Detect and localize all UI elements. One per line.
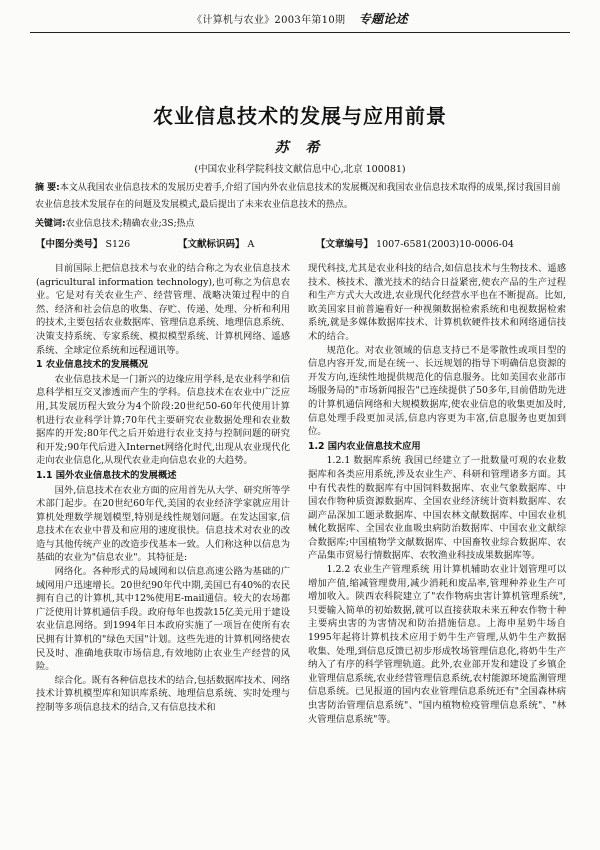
clc-label: 【中图分类号】 bbox=[36, 239, 103, 250]
abstract-label: 摘 要: bbox=[35, 183, 60, 193]
paragraph: 农业信息技术是一门新兴的边缘应用学科,是农业科学和信息科学相互交叉渗透而产生的学科。信息技术在农业中广泛应用,其发展历程大致分为4个阶段:20世纪50-60年代使用计算机进行农业科学计算;70年代主要研究农业数据处理和农业数据库的开发;80年代之后开始进行农业支持与控制问题的研究和开发;90年代后进入Internet网络化时代,出现从农业现代化走向农业信息化,从现代农业走向信息农业的大趋势。 bbox=[36, 373, 290, 467]
subsection-heading: 1.1 国外农业信息技术的发展概述 bbox=[36, 469, 177, 481]
paragraph: 现代科技,尤其是农业科技的结合,如信息技术与生物技术、遥感技术、核技术、激光技术的结合日益紧密,使农产品的生产过程和生产方式大大改进,农业现代化经营水平也在不断提高。比如,欧美国家目前普遍看好一种视频数据检索系统和电视数据检索系统,就是多媒体数据库技术、计算机软硬件技术和网络通信技术的结合。 bbox=[308, 263, 566, 342]
paragraph: 目前国际上把信息技术与农业的结合称之为农业信息技术(agricultural information technology),也可称之为信息农业。它是对有关农业生产、经营管理、战略决策过程中的自然、经济和社会信息的收集、存贮、传递、处理、分析和利用的技术,主要包括农业数据库、管理信息系统、地理信息系统、决策支持系统、专家系统、模拟模型系统、计算机网络、遥感系统、全球定位系统和远程通讯等。 bbox=[36, 263, 290, 356]
paragraph: 1.2.2 农业生产管理系统 用计算机辅助农业计划管理可以增加产值,缩减管理费用,减少消耗和废品率,管理种养业生产可增加收入。陕西农科院建立了"农作物病虫害计算机管理系统",只要输入简单的初始数据,就可以直接获取未来五种农作物十种主要病虫害的为害情况和防治措施信息。上海申星奶牛场自1995年起将计算机技术应用于奶牛生产管理,从奶牛生产数据收集、处理,到信息反馈已初步形成牧场管理信息化,将奶牛生产纳入了有序的科学管理轨道。此外,农业部开发和建设了乡镇企业管理信息系统,农业经营管理信息系统,农村能源环境监测管理信息系统。已见报道的国内农业管理信息系统还有"全国森林病虫害防治管理信息系统"、"国内植物检疫管理信息系统"、"林火管理信息系统"等。 bbox=[308, 564, 566, 725]
paragraph: 综合化。既有各种信息技术的结合,包括数据库技术、网络技术计算机模型库和知识库系统、地理信息系统、实时处理与控制等多项信息技术的结合,又有信息技术和 bbox=[36, 674, 290, 713]
article-number-label: 【文章编号】 bbox=[316, 239, 374, 250]
abstract-text: 本文从我国农业信息技术的发展历史着手,介绍了国内外农业信息技术的发展概况和我国农业信息技术取得的成果,探讨我国目前农业信息技术发展存在的问题及发展模式,最后提出了未来农业信息技术的热点。 bbox=[35, 183, 561, 210]
subsection-heading: 1.2 国内农业信息技术应用 bbox=[308, 440, 421, 452]
document-code-value: A bbox=[247, 239, 255, 250]
keywords-label: 关键词: bbox=[35, 219, 66, 229]
journal-issue: 《计算机与农业》2003年第10期 bbox=[192, 15, 346, 26]
keywords bbox=[35, 216, 565, 229]
paragraph: 网络化。各种形式的局域网和以信息高速公路为基础的广域网用户迅速增长。20世纪90年代中期,美国已有40%的农民拥有自己的计算机,其中12%使用E-mail通信。较大的农场都广泛使用计算机通信手段。政府每年也拨款15亿美元用于建设农业信息网络。到1994年日本政府实施了一项旨在使所有农民拥有计算机的"绿色天国"计划。这些先进的计算机网络使农民及时、准确地获取市场信息,有效地防止农业生产经营的风险。 bbox=[36, 566, 290, 673]
paragraph: 国外,信息技术在农业方面的应用首先从大学、研究所等学术部门起步。在20世纪60年代,美国的农业经济学家就应用计算机处理数学规划模型,特别是线性规划问题。在发达国家,信息技术在农业中普及和应用的速度很快。信息技术对农业的改造与其他传统产业的改造步伐基本一致。人们称这种以信息为基础的农业为"信息农业"。其特征是: bbox=[36, 484, 290, 564]
header-rule bbox=[30, 32, 570, 33]
document-code-label: 【文献标识码】 bbox=[178, 239, 245, 250]
author-name: 苏 希 bbox=[274, 140, 326, 156]
right-column bbox=[308, 262, 566, 726]
article-number bbox=[316, 236, 514, 250]
abstract bbox=[35, 180, 565, 214]
paragraph: 规范化。对农业领域的信息支持已不是零散性或项目型的信息内容开发,而是在统一、长远规划的指导下明确信息资源的开发方向,连续性地提供规范化的信息服务。比如美国农业部市场服务局的"市场新闻报告"已连续提供了50多年,目前借助先进的计算机通信网络和大规模数据库,使农业信息的收集更加及时,信息处理手段更加灵活,信息内容更为丰富,信息服务也更加到位。 bbox=[308, 344, 566, 438]
left-column bbox=[36, 262, 290, 715]
section-heading: 1 农业信息技术的发展概况 bbox=[36, 359, 148, 371]
column-name: 专题论述 bbox=[358, 12, 408, 26]
paragraph: 1.2.1 数据库系统 我国已经建立了一批数量可观的农业数据库和各类应用系统,涉及农业生产、科研和管理诸多方面。其中有代表性的数据库有中国饲料数据库、农业气象数据库、中国农作物种质资源数据库、全国农业经济统计资料数据库、农副产品深加工题录数据库、中国农林文献数据库、中国农业机械化数据库、全国农业血吸虫病防治数据库、中国农业文献综合数据库;中国植物学文献数据库、中国畜牧业综合数据库、农产品集市贸易行情数据库、农牧渔业科技成果数据库等。 bbox=[308, 455, 566, 562]
clc-number bbox=[36, 236, 130, 250]
document-code bbox=[178, 236, 254, 250]
clc-value: S126 bbox=[105, 239, 131, 250]
article-title: 农业信息技术的发展与应用前景 bbox=[153, 104, 447, 128]
affiliation: (中国农业科学院科技文献信息中心,北京 100081) bbox=[194, 164, 406, 175]
article-number-value: 1007-6581(2003)10-0006-04 bbox=[376, 239, 514, 250]
running-header bbox=[0, 10, 600, 27]
keywords-text: 农业信息技术;精确农业;3S;热点 bbox=[65, 219, 195, 229]
